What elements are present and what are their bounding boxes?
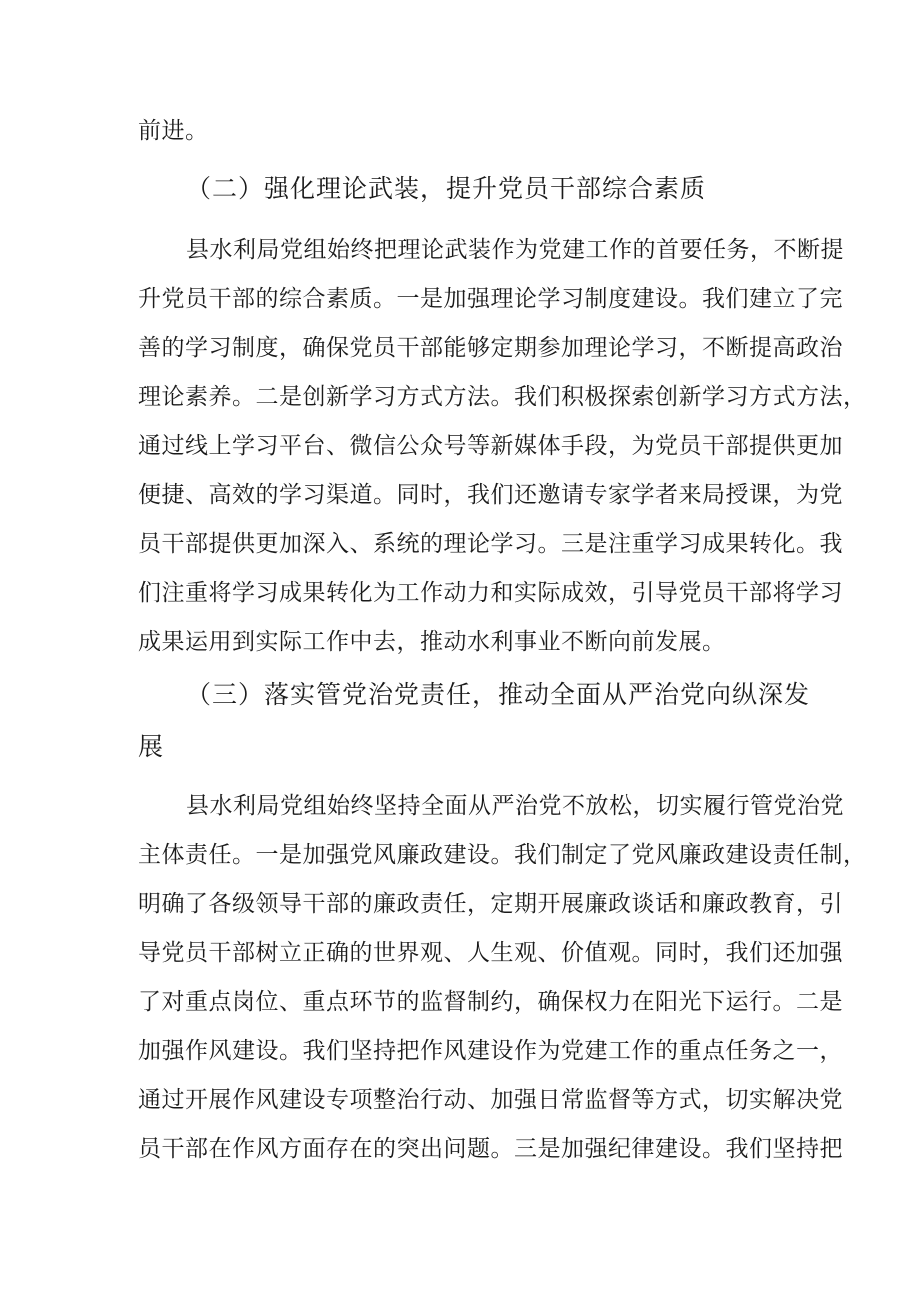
paragraph-line: 理论素养。二是创新学习方式方法。我们积极探索创新学习方式方法，: [138, 384, 867, 410]
section-heading-2: （二）强化理论武装，提升党员干部综合素质: [186, 174, 707, 203]
paragraph-line: 通过开展作风建设专项整治行动、加强日常监督等方式，切实解决党: [138, 1087, 843, 1113]
paragraph-line: 升党员干部的综合素质。一是加强理论学习制度建设。我们建立了完: [138, 286, 843, 312]
paragraph-line: 们注重将学习成果转化为工作动力和实际成效，引导党员干部将学习: [138, 580, 843, 606]
paragraph-line: 主体责任。一是加强党风廉政建设。我们制定了党风廉政建设责任制，: [138, 842, 867, 868]
paragraph-line: 成果运用到实际工作中去，推动水利事业不断向前发展。: [138, 629, 726, 655]
paragraph-line: 县水利局党组始终把理论武装作为党建工作的首要任务，不断提: [186, 237, 844, 263]
section-heading-3: （三）落实管党治党责任，推动全面从严治党向纵深发: [186, 680, 811, 709]
paragraph-line: 导党员干部树立正确的世界观、人生观、价值观。同时，我们还加强: [138, 940, 843, 966]
paragraph-line: 员干部在作风方面存在的突出问题。三是加强纪律建设。我们坚持把: [138, 1136, 843, 1162]
paragraph-line: 加强作风建设。我们坚持把作风建设作为党建工作的重点任务之一，: [138, 1038, 843, 1064]
paragraph-line: 便捷、高效的学习渠道。同时，我们还邀请专家学者来局授课，为党: [138, 482, 843, 508]
section-heading-3-continuation: 展: [138, 732, 165, 761]
paragraph-line: 通过线上学习平台、微信公众号等新媒体手段，为党员干部提供更加: [138, 433, 843, 459]
paragraph-line: 了对重点岗位、重点环节的监督制约，确保权力在阳光下运行。二是: [138, 989, 843, 1015]
paragraph-line: 善的学习制度，确保党员干部能够定期参加理论学习，不断提高政治: [138, 335, 843, 361]
paragraph-line: 明确了各级领导干部的廉政责任，定期开展廉政谈话和廉政教育，引: [138, 891, 843, 917]
paragraph-line: 县水利局党组始终坚持全面从严治党不放松，切实履行管党治党: [186, 793, 844, 819]
paragraph-line: 员干部提供更加深入、系统的理论学习。三是注重学习成果转化。我: [138, 531, 843, 557]
paragraph-fragment: 前进。: [138, 118, 209, 144]
